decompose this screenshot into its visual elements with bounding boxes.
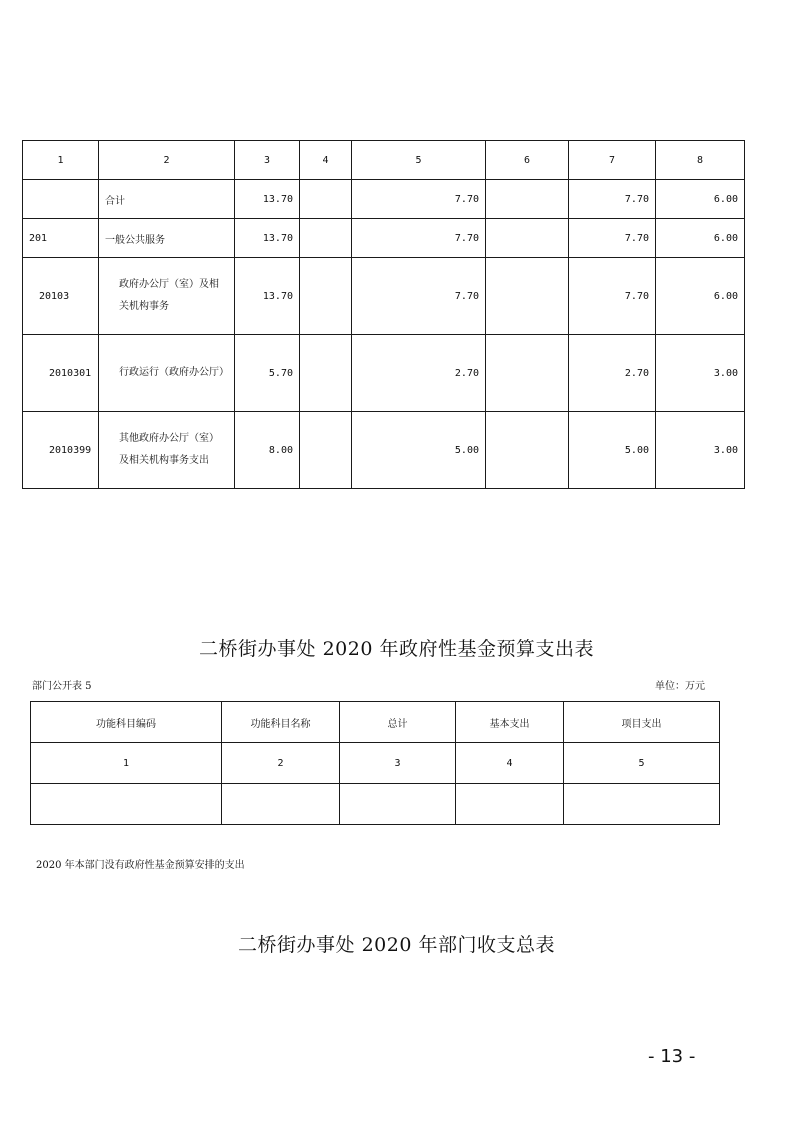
value-cell: 5.00 xyxy=(352,412,486,489)
table-index-row xyxy=(31,743,720,784)
value-cell xyxy=(486,412,569,489)
header-cell: 项目支出 xyxy=(564,702,720,743)
name-cell: 其他政府办公厅（室）及相关机构事务支出 xyxy=(99,412,235,489)
table-header-row xyxy=(31,702,720,743)
index-cell: 4 xyxy=(456,743,564,784)
expenditure-detail-table xyxy=(22,140,745,489)
index-cell: 2 xyxy=(222,743,340,784)
header-cell: 4 xyxy=(300,141,352,180)
code-cell: 201 xyxy=(23,219,99,258)
header-cell: 7 xyxy=(569,141,656,180)
table-row xyxy=(23,258,745,335)
table-label: 部门公开表 5 xyxy=(32,681,92,692)
header-cell: 功能科目名称 xyxy=(222,702,340,743)
table-row xyxy=(23,219,745,258)
value-cell: 7.70 xyxy=(569,219,656,258)
index-cell: 5 xyxy=(564,743,720,784)
table-note: 2020 年本部门没有政府性基金预算安排的支出 xyxy=(36,860,245,871)
value-cell xyxy=(486,335,569,412)
header-cell: 6 xyxy=(486,141,569,180)
value-cell xyxy=(300,219,352,258)
value-cell xyxy=(300,180,352,219)
value-cell xyxy=(486,180,569,219)
code-cell: 2010301 xyxy=(23,335,99,412)
value-cell xyxy=(486,258,569,335)
value-cell xyxy=(486,219,569,258)
empty-cell xyxy=(340,784,456,825)
value-cell: 7.70 xyxy=(569,258,656,335)
value-cell: 13.70 xyxy=(235,258,300,335)
table-row xyxy=(23,335,745,412)
value-cell xyxy=(300,335,352,412)
value-cell: 5.00 xyxy=(569,412,656,489)
header-cell: 基本支出 xyxy=(456,702,564,743)
page-number: - 13 - xyxy=(648,1046,696,1067)
name-cell: 政府办公厅（室）及相关机构事务 xyxy=(99,258,235,335)
table-header-row xyxy=(23,141,745,180)
value-cell: 6.00 xyxy=(656,219,745,258)
empty-cell xyxy=(31,784,222,825)
empty-cell xyxy=(222,784,340,825)
government-fund-table xyxy=(30,701,720,825)
value-cell xyxy=(300,412,352,489)
header-cell: 2 xyxy=(99,141,235,180)
value-cell: 3.00 xyxy=(656,335,745,412)
value-cell: 13.70 xyxy=(235,180,300,219)
index-cell: 3 xyxy=(340,743,456,784)
value-cell: 6.00 xyxy=(656,258,745,335)
section-title: 二桥街办事处 2020 年政府性基金预算支出表 xyxy=(199,638,594,660)
name-cell: 行政运行（政府办公厅） xyxy=(99,335,235,412)
code-cell: 2010399 xyxy=(23,412,99,489)
value-cell: 2.70 xyxy=(352,335,486,412)
table-row xyxy=(23,412,745,489)
index-cell: 1 xyxy=(31,743,222,784)
code-cell: 20103 xyxy=(23,258,99,335)
value-cell: 7.70 xyxy=(352,258,486,335)
header-cell: 总计 xyxy=(340,702,456,743)
section-title: 二桥街办事处 2020 年部门收支总表 xyxy=(238,934,555,956)
value-cell xyxy=(300,258,352,335)
value-cell: 3.00 xyxy=(656,412,745,489)
value-cell: 7.70 xyxy=(352,180,486,219)
value-cell: 5.70 xyxy=(235,335,300,412)
code-cell xyxy=(23,180,99,219)
value-cell: 8.00 xyxy=(235,412,300,489)
table-row xyxy=(23,180,745,219)
empty-cell xyxy=(456,784,564,825)
name-cell: 一般公共服务 xyxy=(99,219,235,258)
value-cell: 6.00 xyxy=(656,180,745,219)
header-cell: 功能科目编码 xyxy=(31,702,222,743)
value-cell: 7.70 xyxy=(352,219,486,258)
header-cell: 1 xyxy=(23,141,99,180)
table-row xyxy=(31,784,720,825)
value-cell: 13.70 xyxy=(235,219,300,258)
value-cell: 7.70 xyxy=(569,180,656,219)
header-cell: 3 xyxy=(235,141,300,180)
header-cell: 5 xyxy=(352,141,486,180)
name-cell: 合计 xyxy=(99,180,235,219)
empty-cell xyxy=(564,784,720,825)
unit-label: 单位：万元 xyxy=(655,681,705,692)
value-cell: 2.70 xyxy=(569,335,656,412)
header-cell: 8 xyxy=(656,141,745,180)
